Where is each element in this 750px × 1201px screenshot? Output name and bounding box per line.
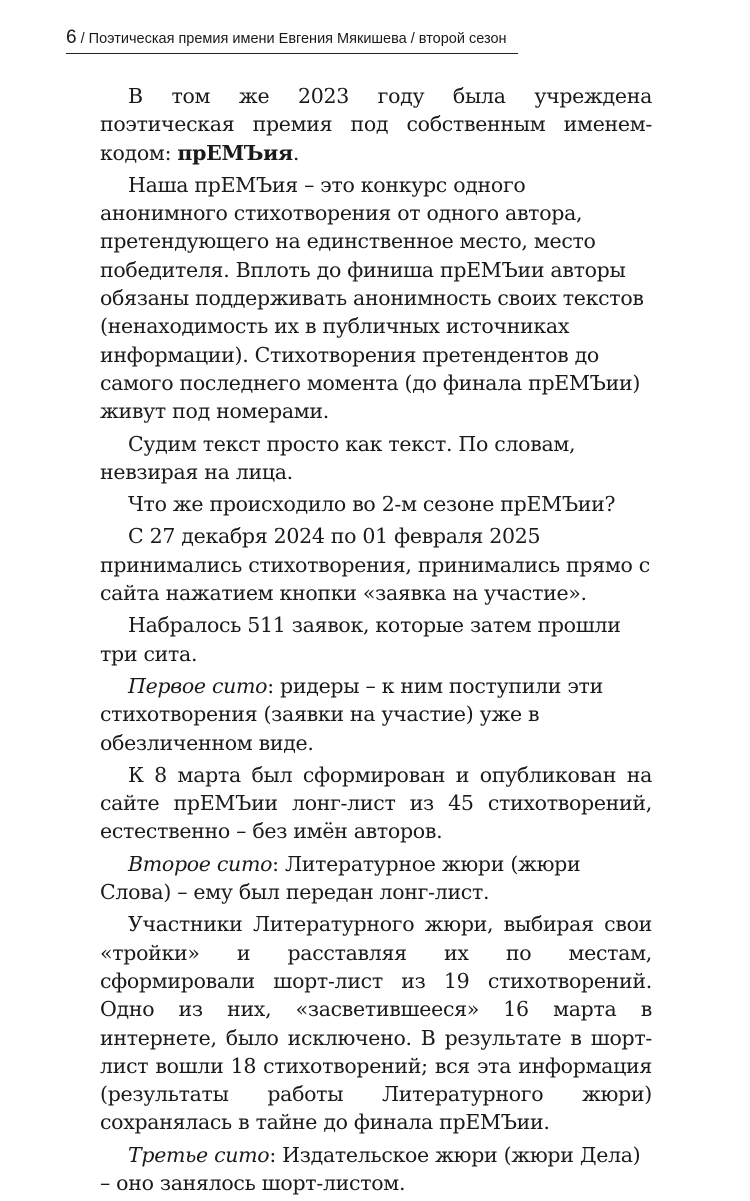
paragraph-9-text: : Литературное жюри (жюри Слова) – ему был передан лонг-лист. <box>100 851 581 905</box>
second-sieve-label: Второе сито <box>128 851 273 876</box>
paragraph-4: Что же происходило во 2-м сезоне прЕМЪии? <box>128 492 616 517</box>
paragraph-11 <box>100 1141 652 1198</box>
running-header <box>66 28 518 54</box>
first-sieve-label: Первое сито <box>128 673 268 698</box>
page-number: 6 <box>66 27 77 48</box>
paragraph-1 <box>100 82 652 167</box>
paragraph-2: Наша прЕМЪия – это конкурс одного анонимного стихотворения от одного автора, претендующего на единственное место, место победителя. Вплоть до финиша прЕМЪии авторы обязаны поддерживать анонимность своих текстов (ненаходимость их в публичных источниках информации). Стихотворения претендентов до самого последнего момента (до финала прЕМЪии) живут под номерами. <box>100 172 644 424</box>
paragraph-1-text: В том же 2023 году была учреждена поэтическая премия под собственным именем-кодом: <box>100 84 652 165</box>
paragraph-8: К 8 марта был сформирован и опубликован на сайте прЕМЪии лонг-лист из 45 стихотворений, естественно – без имён авторов. <box>100 762 652 844</box>
paragraph-3: Судим текст просто как текст. По словам, невзирая на лица. <box>100 431 576 484</box>
paragraph-10: Участники Литературного жюри, выбирая свои «тройки» и расставляя их по местам, сформировали шорт-лист из 19 стихотворений. Одно из них, «засветившееся» 16 марта в интернете, было исключено. В результате в шорт-лист вошли 18 стихотворений; вся эта информация (результаты работы Литературного жюри) сохранялась в тайне до финала прЕМЪии. <box>100 912 652 1135</box>
premium-name: прЕМЪия <box>177 140 293 165</box>
header-separator: / <box>76 31 89 47</box>
paragraph-7 <box>100 672 652 757</box>
header-title: Поэтическая премия имени Евгения Мякишева / второй сезон <box>88 31 507 47</box>
third-sieve-label: Третье сито <box>128 1142 270 1167</box>
paragraph-11-text: : Издательское жюри (жюри Дела) – оно занялось шорт-листом. <box>100 1142 641 1195</box>
paragraph-6: Набралось 511 заявок, которые затем прошли три сита. <box>100 613 621 666</box>
paragraph-9 <box>100 850 652 907</box>
body-text <box>100 82 652 1201</box>
paragraph-5: С 27 декабря 2024 по 01 февраля 2025 принимались стихотворения, принимались прямо с сайта нажатием кнопки «заявка на участие». <box>100 524 650 606</box>
paragraph-7-text: : ридеры – к ним поступили эти стихотворения (заявки на участие) уже в обезличенном виде. <box>100 673 603 755</box>
paragraph-1-end: . <box>292 140 300 165</box>
